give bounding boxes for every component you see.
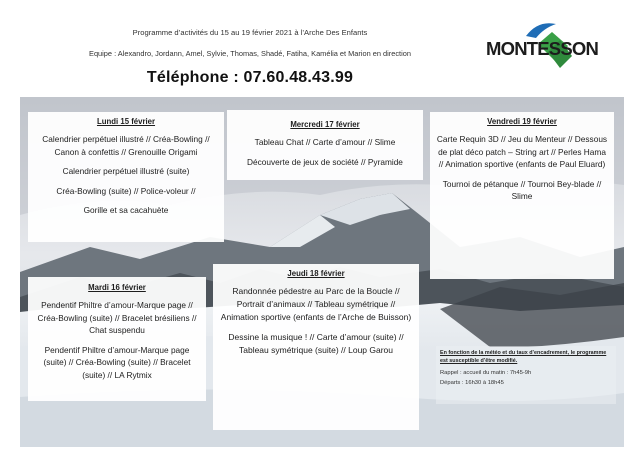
rappel-hours: Rappel : accueil du matin : 7h45-9h xyxy=(440,370,532,377)
monday-activity: Calendrier perpétuel illustré // Créa-Bowling // Canon à confettis // Grenouille Origami xyxy=(42,134,210,157)
monday-activity: Créa-Bowling (suite) // Police-voleur // xyxy=(56,185,196,196)
tuesday-card xyxy=(28,277,206,401)
friday-card xyxy=(430,112,614,279)
info-note xyxy=(436,346,616,404)
tuesday-title: Mardi 16 février xyxy=(88,283,146,292)
programme-title: Programme d’activités du 15 au 19 février 2021 à l’Arche Des Enfants xyxy=(132,28,368,37)
thursday-activity: Dessine la musique ! // Carte d’amour (suite) // Tableau symétrique (suite) // Loup Garou xyxy=(228,331,404,355)
monday-title: Lundi 15 février xyxy=(96,117,156,126)
departure-hours: Départs : 16h30 à 18h45 xyxy=(440,380,504,387)
monday-card xyxy=(28,112,224,242)
monday-activity: Gorille et sa cacahuète xyxy=(83,205,169,216)
phone-number: Téléphone : 07.60.48.43.99 xyxy=(146,69,354,86)
friday-title: Vendredi 19 février xyxy=(487,117,557,126)
wednesday-activity: Découverte de jeux de société // Pyramide xyxy=(247,156,403,167)
tuesday-activity: Pendentif Philtre d’amour-Marque page // Créa-Bowling (suite) // Bracelet brésiliens // Chat suspendu xyxy=(37,300,197,336)
tuesday-activity: Pendentif Philtre d’amour-Marque page (suite) // Créa-Bowling (suite) // Bracelet (suite) // LA Rytmix xyxy=(43,344,191,381)
team-list: Equipe : Alexandro, Jordann, Amel, Sylvie, Thomas, Shadé, Fatiha, Kamélia et Marion en direction xyxy=(89,49,411,58)
thursday-title: Jeudi 18 février xyxy=(287,269,345,278)
wednesday-card xyxy=(227,110,423,180)
montesson-logo xyxy=(486,22,608,72)
friday-activity: Tournoi de pétanque // Tournoi Bey-blade // Slime xyxy=(442,178,602,202)
logo-text: MONTESSON xyxy=(486,38,599,59)
monday-activity: Calendrier perpétuel illustré (suite) xyxy=(62,166,190,177)
friday-activity: Carte Requin 3D // Jeu du Menteur // Dessous de plat déco patch – String art // Perles Hama // Animation sportive (enfants de Paul Eluard) xyxy=(436,134,608,170)
wednesday-title: Mercredi 17 février xyxy=(290,120,360,129)
thursday-activity: Randonnée pédestre au Parc de la Boucle // Portrait d’animaux // Tableau symétrique // Animation sportive (enfants de l’Arche de Buisson) xyxy=(220,286,412,322)
thursday-card xyxy=(213,264,419,430)
wednesday-activity: Tableau Chat // Carte d’amour // Slime xyxy=(254,137,396,147)
modification-warning: En fonction de la météo et du taux d’encadrement, le programme est susceptible d’être modifié. xyxy=(440,350,607,365)
